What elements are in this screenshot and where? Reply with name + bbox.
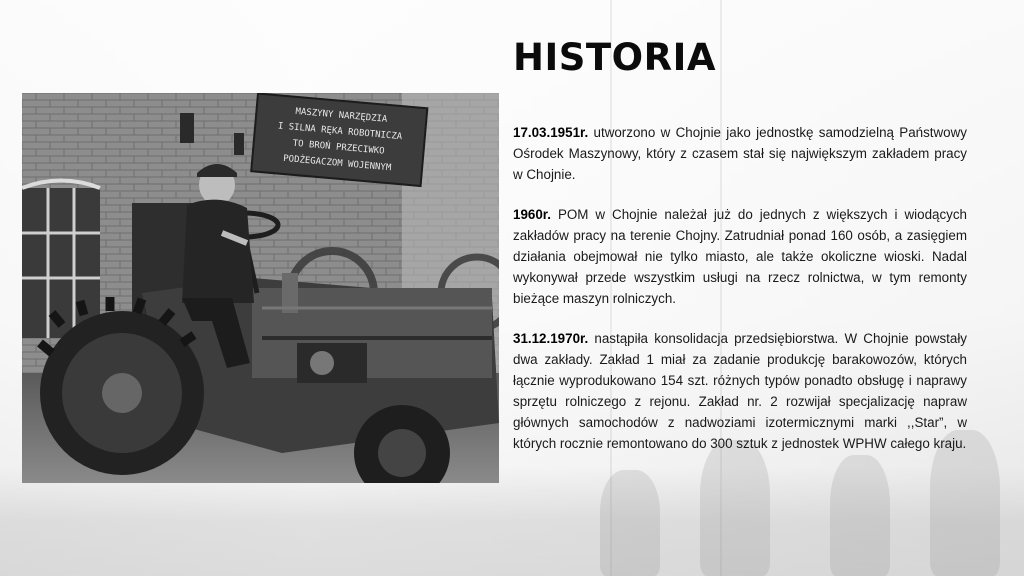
- paragraph-date: 31.12.1970r.: [513, 331, 589, 346]
- historical-photo: [22, 93, 499, 483]
- sign-line: MASZYNY NARZĘDZIA: [295, 106, 388, 125]
- propaganda-sign: [251, 93, 427, 186]
- history-paragraph: [513, 204, 967, 309]
- sign-line: I SILNA RĘKA ROBOTNICZA: [277, 121, 403, 143]
- window: [22, 181, 100, 339]
- paragraph-date: 1960r.: [513, 207, 551, 222]
- history-text: [513, 122, 967, 473]
- tractor-photo-illustration: [22, 93, 499, 483]
- history-paragraph: [513, 328, 967, 454]
- paragraph-text: POM w Chojnie należał już do jednych z większych i wiodących zakładów pracy na terenie Chojny. Zatrudniał ponad 160 osób, a zasięgiem działania obejmował nie tylko miasto, ale także okoliczne wioski. Nadal wykonywał przede wszystkim usługi na rzecz rolnictwa, w tym remonty bieżące maszyn rolniczych.: [513, 207, 967, 306]
- sign-line: TO BROŃ PRZECIWKO: [292, 138, 385, 157]
- paragraph-text: nastąpiła konsolidacja przedsiębiorstwa. W Chojnie powstały dwa zakłady. Zakład 1 miał za zadanie produkcję barakowozów, których łącznie wyprodukowano 154 szt. różnych typów ponadto obsługę i naprawy sprzętu rolniczego z rejonu. Zakład nr. 2 rozwijał specjalizację napraw głównych samochodów z nadwoziami izotermicznymi marki ,,Star”, w których rocznie remontowano do 300 sztuk z jednostek WPHW całego kraju.: [513, 331, 967, 451]
- sign-line: PODŻEGACZOM WOJENNYM: [282, 153, 392, 174]
- page-title: HISTORIA: [513, 36, 716, 79]
- history-paragraph: [513, 122, 967, 185]
- paragraph-date: 17.03.1951r.: [513, 125, 589, 140]
- paragraph-text: utworzono w Chojnie jako jednostkę samodzielną Państwowy Ośrodek Maszynowy, który z czasem stał się największym zakładem pracy w Chojnie.: [513, 125, 967, 182]
